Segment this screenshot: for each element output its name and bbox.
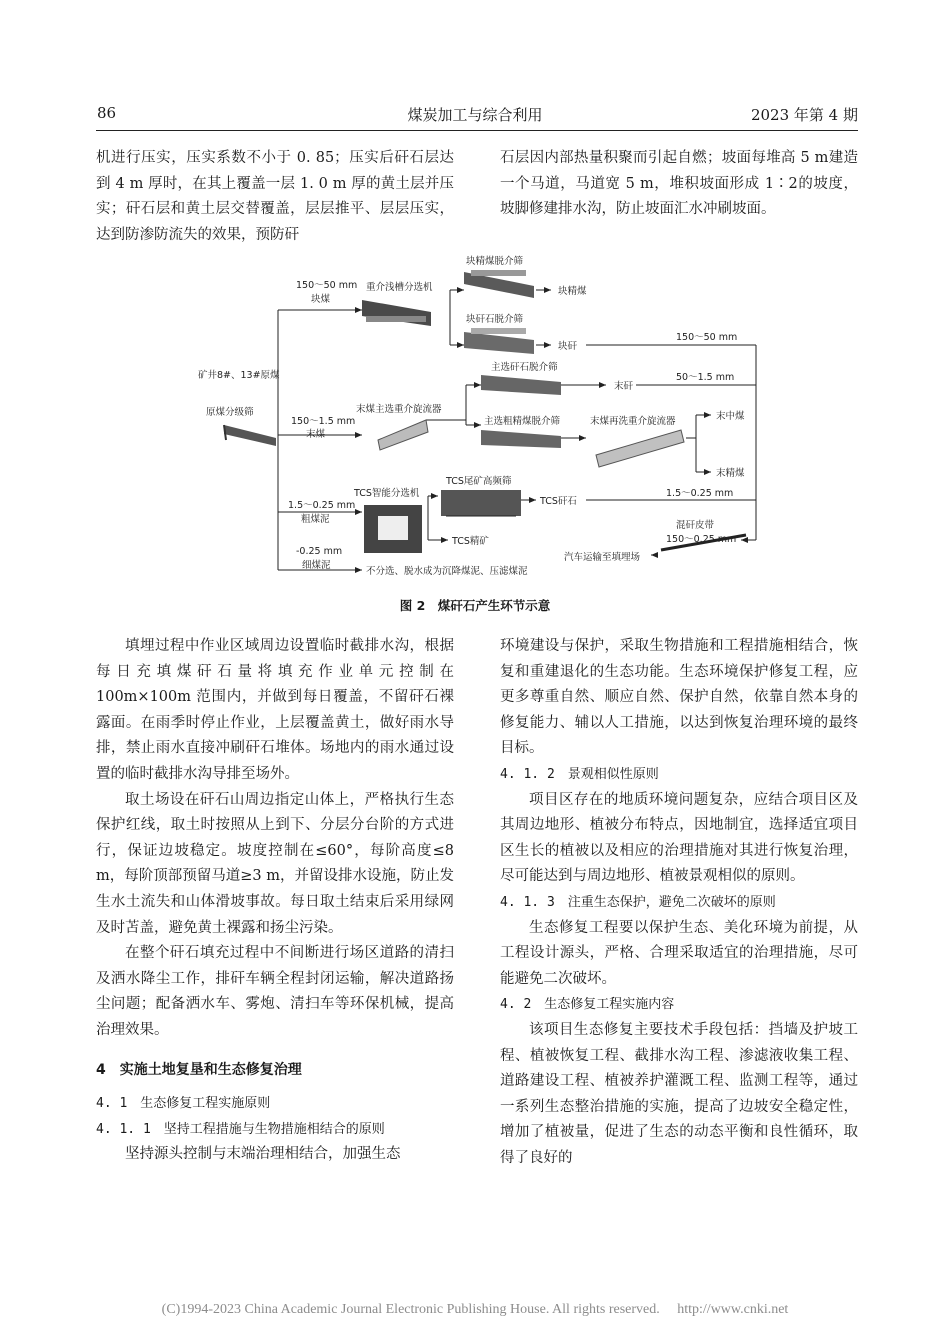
- top-right-column: [500, 146, 858, 223]
- tcs-concentrate-label: TCS精矿: [452, 536, 489, 547]
- fine-coal-label: 末煤: [306, 429, 326, 440]
- tcs-sep-label: TCS智能分选机: [354, 488, 420, 499]
- tcs-tailings-screen-icon: [441, 490, 521, 516]
- figure-2: [166, 250, 786, 610]
- lump-clean-screen-icon: [464, 270, 534, 298]
- left-paragraph-1: 填埋过程中作业区域周边设置临时截排水沟，根据每日充填煤矸石量将填充作业单元控制在 100m×100m 范围内，并做到每日覆盖，不留矸石裸露面。在雨季时停止作业，上层覆盖黄土，做好雨水导排，禁止雨水直接冲刷矸石堆体。场地内的雨水通过设置的临时截排水沟导排至场外。: [96, 638, 454, 782]
- ultra-size-label: -0.25 mm: [296, 546, 343, 557]
- copyright-footer: (C)1994-2023 China Academic Journal Electronic Publishing House. All rights reserved. http://www.cnki.net: [161, 1302, 789, 1317]
- coarse-slime-label: 粗煤泥: [301, 514, 330, 525]
- section-4-1-3-heading: 4. 1. 3 注重生态保护，避免二次破坏的原则: [500, 894, 776, 910]
- raw-coal-screen-icon: [224, 425, 276, 446]
- left-column: [96, 634, 454, 1168]
- figure-caption: 图 2 煤矸石产生环节示意: [399, 598, 551, 613]
- header-rule: [96, 130, 858, 131]
- fine-clean-label: 末精煤: [716, 468, 745, 479]
- ultra-fine-label: 细煤泥: [302, 560, 331, 571]
- no-sep-label: 不分选、脱水成为沉降煤泥、压滤煤泥: [366, 566, 528, 577]
- top-left-paragraph: 机进行压实，压实系数不小于 0. 85；压实后矸石层达到 4 m 厚时，在其上覆盖一层 1. 0 m 厚的黄土层并压实；矸石层和黄土层交替覆盖，层层推平、层层压实，达到防渗防流失的效果，预防矸: [96, 150, 454, 243]
- belt-label: 混矸皮带: [676, 520, 715, 531]
- lump-gangue-screen-label: 块矸石脱介筛: [466, 314, 524, 325]
- lump-gangue-label: 块矸: [558, 341, 578, 352]
- rewash-cyclone-icon: [596, 430, 684, 467]
- main-coarse-screen-icon: [481, 430, 561, 448]
- middling-label: 末中煤: [716, 411, 745, 422]
- gangue-flow-diagram: [166, 250, 786, 610]
- shallow-trough-separator-icon: [362, 300, 431, 326]
- page-number: 86: [97, 104, 117, 122]
- top-left-column: [96, 146, 454, 248]
- fine-coal-cyclone-icon: [378, 420, 428, 450]
- section-4-heading: 4 实施土地复垦和生态修复治理: [96, 1061, 302, 1078]
- journal-title: 煤炭加工与综合利用: [407, 106, 543, 124]
- tcs-screen-label: TCS尾矿高频筛: [446, 476, 512, 487]
- lump-gangue-size-label: 150～50 mm: [676, 332, 738, 343]
- fine-cyclone-label: 末煤主选重介旋流器: [356, 404, 442, 415]
- right-paragraph-2: 项目区存在的地质环境问题复杂，应结合项目区及其周边地形、植被分布特点，因地制宜，选择适宜项目区生长的植被以及相应的治理措施对其进行恢复治理，尽可能达到与周边地形、植被景观相似的原则。: [500, 791, 858, 885]
- section-4-1-heading: 4. 1 生态修复工程实施原则: [96, 1096, 271, 1112]
- main-coarse-screen-label: 主选粗精煤脱介筛: [484, 416, 561, 427]
- belt-size-label: 150～0.25 mm: [666, 534, 737, 545]
- fine-size-label: 150～1.5 mm: [291, 416, 356, 427]
- shallow-sep-label: 重介浅槽分选机: [366, 282, 433, 293]
- classifier-label: 原煤分级筛: [206, 407, 254, 418]
- rewash-cyclone-label: 末煤再洗重介旋流器: [590, 416, 676, 427]
- fine-gangue-label: 末矸: [614, 381, 634, 392]
- right-column: [500, 634, 858, 1171]
- top-right-paragraph: 石层因内部热量积聚而引起自燃；坡面每堆高 5 m建造一个马道，马道宽 5 m，堆积坡面形成 1∶2的坡度，坡脚修建排水沟，防止坡面汇水冲刷坡面。: [500, 150, 858, 218]
- tcs-gangue-size-label: 1.5～0.25 mm: [666, 488, 734, 499]
- slime-size-label: 1.5～0.25 mm: [288, 500, 356, 511]
- main-gangue-screen-label: 主选矸石脱介筛: [491, 362, 558, 373]
- left-paragraph-2: 取土场设在矸石山周边指定山体上，严格执行生态保护红线，取土时按照从上到下、分层分台阶的方式进行，保证边坡稳定。坡度控制在≤60°，每阶高度≤8 m，每阶顶部预留马道≥3 m，并留设排水设施，防止发生水土流失和山体滑坡事故。每日取土结束后采用绿网及时苫盖，避免黄土裸露和扬尘污染。: [96, 791, 454, 936]
- section-4-2-heading: 4. 2 生态修复工程实施内容: [500, 997, 675, 1013]
- right-paragraph-1: 环境建设与保护，采取生物措施和工程措施相结合，恢复和重建退化的生态功能。生态环境保护修复工程，应更多尊重自然、顺应自然、保护自然，依靠自然本身的修复能力、辅以人工措施，以达到恢复治理环境的最终目标。: [500, 638, 858, 757]
- tcs-gangue-label: TCS矸石: [540, 496, 577, 507]
- fine-gangue-size-label: 50～1.5 mm: [676, 372, 735, 383]
- lump-coal-label: 块煤: [311, 294, 331, 305]
- truck-label: 汽车运输至填埋场: [564, 552, 641, 563]
- lump-gangue-screen-icon: [464, 328, 534, 354]
- lump-clean-coal-label: 块精煤: [558, 286, 587, 297]
- section-4-1-2-heading: 4. 1. 2 景观相似性原则: [500, 766, 659, 782]
- raw-coal-label: 矿井8#、13#原煤: [198, 370, 280, 381]
- lump-size-label: 150～50 mm: [296, 280, 358, 291]
- section-4-1-1-heading: 4. 1. 1 坚持工程措施与生物措施相结合的原则: [96, 1121, 385, 1137]
- left-paragraph-3: 在整个矸石填充过程中不间断进行场区道路的清扫及洒水降尘工作，排矸车辆全程封闭运输，解决道路扬尘问题；配备洒水车、雾炮、清扫车等环保机械，提高治理效果。: [96, 945, 454, 1038]
- right-paragraph-3: 生态修复工程要以保护生态、美化环境为前提，从工程设计源头，严格、合理采取适宜的治理措施，尽可能避免二次破坏。: [500, 919, 858, 987]
- left-paragraph-4: 坚持源头控制与末端治理相结合，加强生态: [125, 1146, 401, 1163]
- tcs-separator-icon: [364, 505, 422, 553]
- right-paragraph-4: 该项目生态修复主要技术手段包括：挡墙及护坡工程、植被恢复工程、截排水沟工程、渗滤液收集工程、道路建设工程、植被养护灌溉工程、监测工程等，通过一系列生态整治措施的实施，提高了边坡安全稳定性，增加了植被量，促进了生态的动态平衡和良性循环，取得了良好的: [500, 1021, 858, 1166]
- main-gangue-screen-icon: [481, 375, 561, 395]
- issue-label: 2023 年第 4 期: [750, 106, 858, 124]
- lump-clean-screen-label: 块精煤脱介筛: [466, 256, 524, 267]
